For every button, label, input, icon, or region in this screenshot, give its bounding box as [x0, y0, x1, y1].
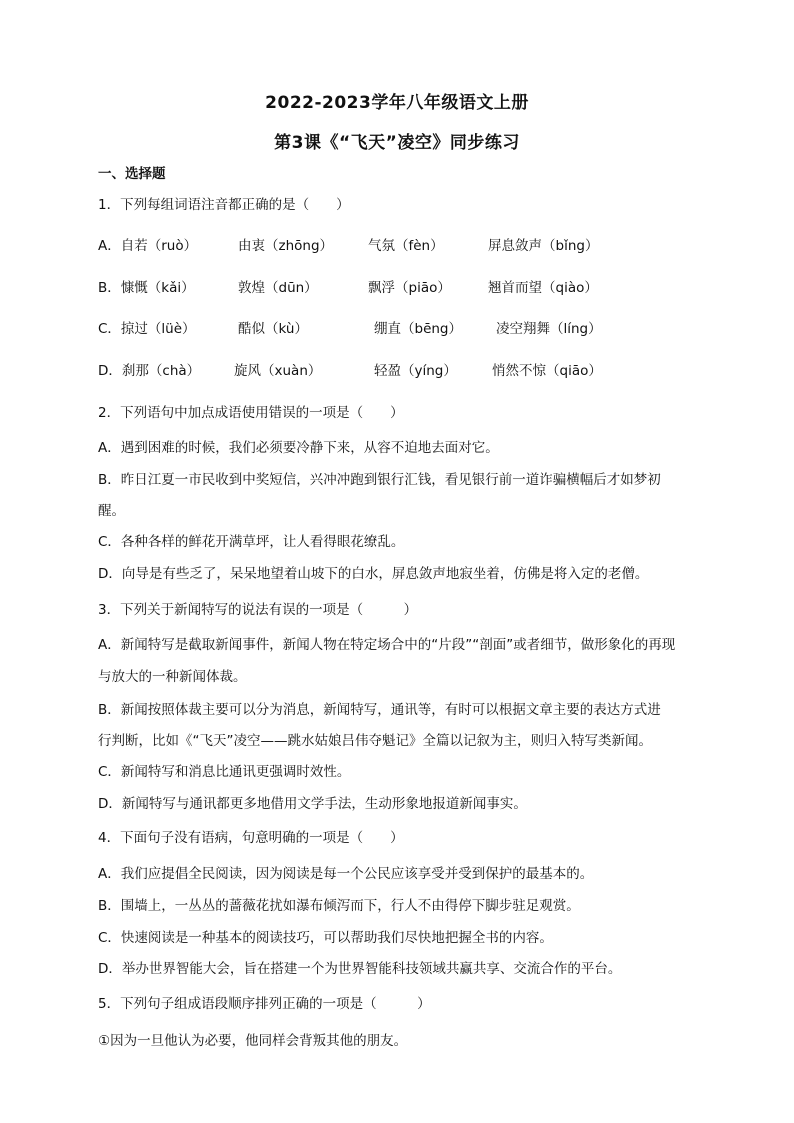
- question-4-stem: 4．下面句子没有语病，句意明确的一项是（ ）: [98, 830, 404, 846]
- question-1-stem: 1．下列每组词语注音都正确的是（ ）: [98, 197, 350, 213]
- option-item: 由衷（zhōng）: [238, 238, 334, 254]
- question-3-option-b: B．新闻按照体裁主要可以分为消息，新闻特写，通讯等，有时可以根据文章主要的表达方式进: [98, 702, 661, 718]
- option-item: D．刹那（chà）: [98, 363, 201, 379]
- section-heading: 一、选择题: [98, 166, 166, 182]
- option-item: 悄然不惊（qiāo）: [492, 363, 602, 379]
- option-item: 凌空翔舞（líng）: [496, 321, 602, 337]
- question-4-option-b: B．围墙上，一丛丛的蔷薇花扰如瀑布倾泻而下，行人不由得停下脚步驻足观赏。: [98, 898, 580, 914]
- question-3-option-d: D．新闻特写与通讯都更多地借用文学手法，生动形象地报道新闻事实。: [98, 796, 527, 812]
- question-3-stem: 3．下列关于新闻特写的说法有误的一项是（ ）: [98, 602, 418, 618]
- option-item: 气氛（fèn）: [368, 238, 444, 254]
- document-title: 2022-2023学年八年级语文上册: [265, 93, 529, 113]
- question-3-option-a-cont: 与放大的一种新闻体裁。: [98, 669, 247, 685]
- option-item: C．掠过（lüè）: [98, 321, 196, 337]
- question-4-option-c: C．快速阅读是一种基本的阅读技巧，可以帮助我们尽快地把握全书的内容。: [98, 930, 553, 946]
- question-2-option-b-cont: 醒。: [98, 503, 125, 519]
- option-item: 旋风（xuàn）: [234, 363, 322, 379]
- option-item: A．自若（ruò）: [98, 238, 198, 254]
- question-4-option-d: D．举办世界智能大会，旨在搭建一个为世界智能科技领域共赢共享、交流合作的平台。: [98, 961, 622, 977]
- question-5-sentence-1: ①因为一旦他认为必要，他同样会背叛其他的朋友。: [98, 1033, 408, 1049]
- question-2-option-d: D．向导是有些乏了，呆呆地望着山坡下的白水，屏息敛声地寂坐着，仿佛是将入定的老僧。: [98, 566, 649, 582]
- question-2-stem: 2．下列语句中加点成语使用错误的一项是（ ）: [98, 405, 404, 421]
- option-item: 敦煌（dūn）: [238, 280, 318, 296]
- question-3-option-b-cont: 行判断，比如《“飞天”凌空——跳水姑娘吕伟夺魁记》全篇以记叙为主，则归入特写类新闻。: [98, 733, 652, 749]
- option-item: 翘首而望（qiào）: [488, 280, 598, 296]
- lesson-title: 第3课《“飞天”凌空》同步练习: [274, 133, 520, 153]
- question-5-stem: 5．下列句子组成语段顺序排列正确的一项是（ ）: [98, 996, 431, 1012]
- question-2-option-c: C．各种各样的鲜花开满草坪，让人看得眼花缭乱。: [98, 534, 405, 550]
- option-item: 屏息敛声（bǐng）: [488, 238, 599, 254]
- question-3-option-a: A．新闻特写是截取新闻事件，新闻人物在特定场合中的“片段”“剖面”或者细节，做形象化的再现: [98, 637, 676, 653]
- option-item: 酷似（kù）: [238, 321, 308, 337]
- question-2-option-a: A．遇到困难的时候，我们必须要冷静下来，从容不迫地去面对它。: [98, 440, 499, 456]
- question-2-option-b: B．昨日江夏一市民收到中奖短信，兴冲冲跑到银行汇钱，看见银行前一道诈骗横幅后才如梦初: [98, 472, 661, 488]
- option-item: 轻盈（yíng）: [374, 363, 457, 379]
- option-item: 绷直（bēng）: [374, 321, 463, 337]
- option-item: B．慷慨（kǎi）: [98, 280, 195, 296]
- option-item: 飘浮（piāo）: [368, 280, 451, 296]
- question-4-option-a: A．我们应提倡全民阅读，因为阅读是每一个公民应该享受并受到保护的最基本的。: [98, 866, 594, 882]
- question-3-option-c: C．新闻特写和消息比通讯更强调时效性。: [98, 764, 351, 780]
